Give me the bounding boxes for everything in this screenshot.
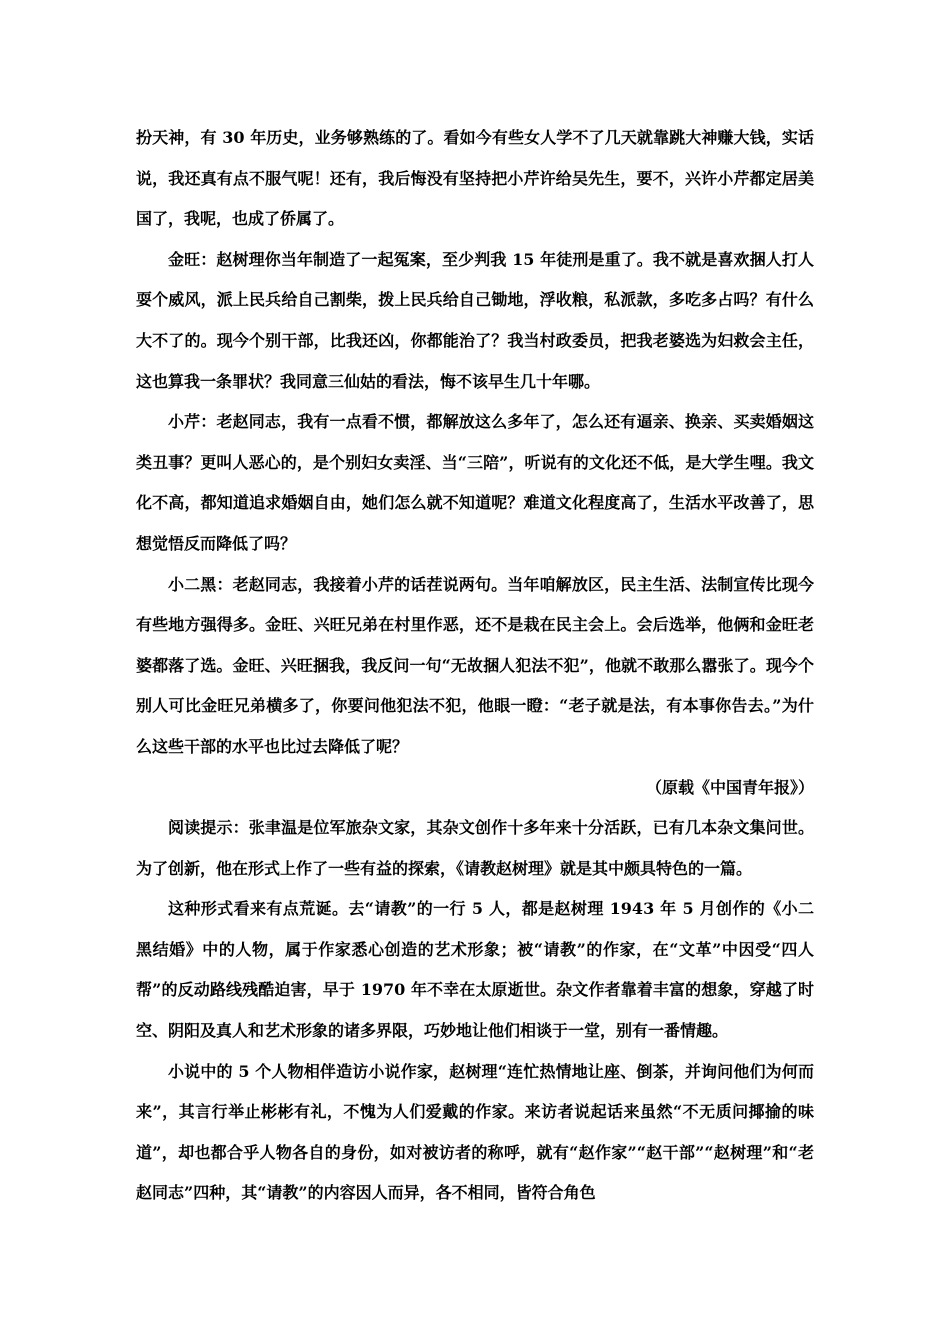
document-page <box>136 118 814 1214</box>
source-citation: （原载《中国青年报》） <box>645 777 814 797</box>
paragraph-form-analysis: 这种形式看来有点荒诞。去“请教”的一行 5 人，都是赵树理 1943 年 5 月创作的《小二黑结婚》中的人物，属于作家悉心创造的艺术形象；被“请教”的作家，在“文革”中因受“四人帮”的反动路线残酷迫害，早于 1970 年不幸在太原逝世。杂文作者靠着丰富的想象，穿越了时空、阴阳及真人和艺术形象的诸多界限，巧妙地让他们相谈于一堂，别有一番情趣。 <box>136 899 814 1041</box>
paragraph-jinwang: 金旺：赵树理你当年制造了一起冤案，至少判我 15 年徒刑是重了。我不就是喜欢捆人打人耍个威风，派上民兵给自己割柴，拨上民兵给自己锄地，浮收粮，私派款，多吃多占吗？有什么大不了的。现今个别干部，比我还凶，你都能治了？我当村政委员，把我老婆选为妇救会主任，这也算我一条罪状？我同意三仙姑的看法，悔不该早生几十年哪。 <box>136 249 814 391</box>
paragraph-sanxiangu-continued: 扮天神，有 30 年历史，业务够熟练的了。看如今有些女人学不了几天就靠跳大神赚大钱，实话说，我还真有点不服气呢！还有，我后悔没有坚持把小芹许给吴先生，要不，兴许小芹都定居美国了，我呢，也成了侨属了。 <box>136 128 814 229</box>
paragraph-reading-tip: 阅读提示：张聿温是位军旅杂文家，其杂文创作十多年来十分活跃，已有几本杂文集问世。为了创新，他在形式上作了一些有益的探索，《请教赵树理》就是其中颇具特色的一篇。 <box>136 818 814 878</box>
paragraph-character-analysis: 小说中的 5 个人物相伴造访小说作家，赵树理“连忙热情地让座、倒茶，并询问他们为何而来”，其言行举止彬彬有礼，不愧为人们爱戴的作家。来访者说起话来虽然“不无质问揶揄的味道”，却也都合乎人物各自的身份，如对被访者的称呼，就有“赵作家”“赵干部”“赵树理”和“老赵同志”四种，其“请教”的内容因人而异，各不相同，皆符合角色 <box>136 1061 814 1203</box>
paragraph-xiaoerhei: 小二黑：老赵同志，我接着小芹的话茬说两句。当年咱解放区，民主生活、法制宣传比现今有些地方强得多。金旺、兴旺兄弟在村里作恶，还不是栽在民主会上。会后选举，他俩和金旺老婆都落了选。金旺、兴旺捆我，我反问一句“无故捆人犯法不犯”，他就不敢那么嚣张了。现今个别人可比金旺兄弟横多了，你要问他犯法不犯，他眼一瞪：“老子就是法，有本事你告去。”为什么这些干部的水平也比过去降低了呢？ <box>136 574 814 756</box>
paragraph-xiaoqin: 小芹：老赵同志，我有一点看不惯，都解放这么多年了，怎么还有逼亲、换亲、买卖婚姻这类丑事？更叫人恶心的，是个别妇女卖淫、当“三陪”，听说有的文化还不低，是大学生哩。我文化不高，都知道追求婚姻自由，她们怎么就不知道呢？难道文化程度高了，生活水平改善了，思想觉悟反而降低了吗？ <box>136 412 814 553</box>
